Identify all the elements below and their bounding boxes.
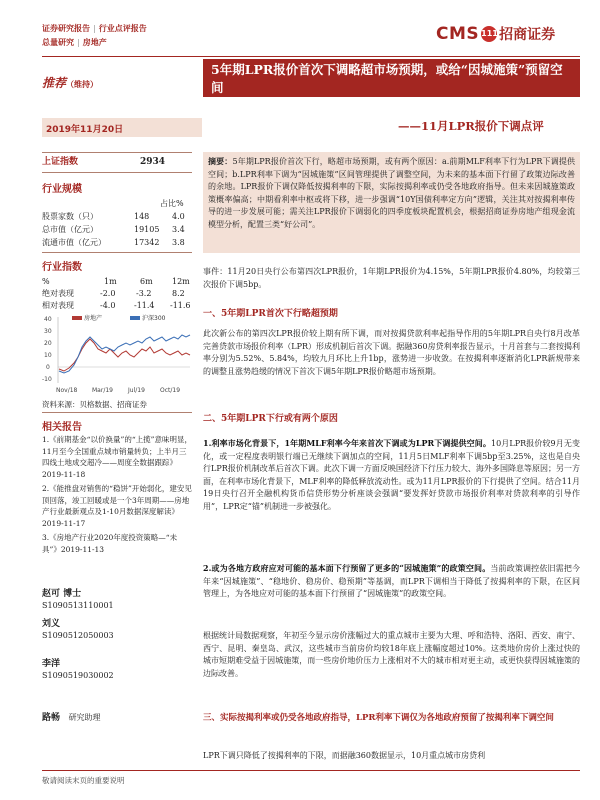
- analyst-1: [42, 588, 114, 612]
- related-title: 相关报告: [42, 422, 82, 433]
- abstract-text: 5年期LPR报价首次下行，略超市场预期，或有两个原因：a.前期MLF利率下行为LPR下调提供空间；b.LPR利率下调为“因城施策”区间管理提供了调整空间，为未来的基本面下行留了政策边际改善的余地。LPR报价下调仅降低按揭利率的下限，实际按揭利率或仍受各地政府指导。但未来因城施策政策概率偏高；中期看利率中枢或将下移，进一步强调“10Y国债利率定方向”逻辑，关注其对按揭利率传导的进一步发展可能；需关注LPR报价下调弱化的四季度板块配置机会，根据招商证券房地产组现金流模型分析，配置三类“好公司”。: [208, 157, 575, 229]
- scale-pct: 3.8: [172, 238, 185, 247]
- section-2-part-1: [203, 437, 580, 513]
- cms-logo: [436, 24, 555, 44]
- sidebar-divider: [42, 412, 192, 413]
- analyst-name: 赵可 博士: [42, 589, 82, 599]
- analyst-4: [42, 712, 101, 724]
- footer-note: 敬请阅读末页的重要说明: [42, 776, 125, 785]
- perf-value: 8.2: [172, 289, 185, 298]
- perf-col: 1m: [104, 277, 117, 286]
- abstract-box: [203, 152, 580, 253]
- y-tick: 10: [44, 352, 52, 359]
- logo-latin: CMS: [436, 24, 480, 44]
- footer-divider: [42, 770, 580, 771]
- research-type: 总量研究: [42, 38, 74, 47]
- perf-label: 相对表现: [42, 301, 74, 310]
- analyst-id: S1090512050003: [42, 631, 114, 640]
- y-tick: 20: [44, 340, 52, 347]
- performance-title: 行业指数: [42, 262, 82, 273]
- industry-name: 房地产: [82, 38, 107, 47]
- report-date: 2019年11月20日: [42, 118, 202, 137]
- scale-value: 17342: [134, 238, 160, 247]
- industry-index-chart: [42, 313, 192, 395]
- perf-label: 绝对表现: [42, 289, 74, 298]
- event-paragraph: 事件：11月20日央行公布第四次LPR报价，1年期LPR报价为4.15%，5年期LPR报价4.80%，均较第三次报价下调5bp。: [203, 267, 580, 289]
- analyst-name: 路畅: [42, 713, 61, 723]
- abstract-label: 摘要：: [208, 156, 233, 166]
- sidebar-divider: [42, 252, 192, 253]
- legend-csi300: 沪深300: [142, 315, 166, 322]
- section-2-p1-title: 1.利率市场化背景下，1年期MLF利率今年来首次下调或为LPR下调提供空间。: [203, 438, 491, 448]
- series-csi300: [59, 335, 190, 373]
- scale-label: 流通市值（亿元）: [42, 238, 106, 247]
- perf-value: -2.0: [100, 289, 116, 298]
- perf-value: -11.6: [170, 301, 191, 310]
- perf-value: -11.4: [134, 301, 155, 310]
- report-subtitle: ——11月LPR报价下调点评: [398, 119, 544, 133]
- sidebar-divider: [42, 152, 192, 153]
- scale-pct: 3.4: [172, 225, 185, 234]
- x-tick: Jul/19: [128, 387, 145, 394]
- perf-col: 6m: [140, 277, 153, 286]
- scale-value: 19105: [134, 225, 160, 234]
- section-2-part-2: [203, 562, 580, 601]
- perf-col: %: [42, 277, 50, 286]
- perf-value: -4.0: [100, 301, 116, 310]
- header-divider: [42, 56, 580, 57]
- header-left: 证券研究报告 | 行业点评报告 总量研究 | 房地产: [42, 24, 147, 47]
- related-item[interactable]: 2.《能推盘对销售的“稳饼”开始弱化，建安见顶回落，竣工回暖或是一个3年周期——房地产行业最新观点及1-10月数据深度解读》2019-11-17: [42, 484, 192, 528]
- y-tick: -10: [42, 376, 52, 383]
- section-2-part-3: 根据统计局数据观察，年初至今显示房价涨幅过大的重点城市主要为大理、呼和浩特、洛阳、西安、南宁、西宁、昆明、秦皇岛、武汉，这些城市当前房价均较18年底上涨幅度超过10%。这类地价房价上涨过快的城市短期难受益于因城施策，而一些房价地价压力上涨相对不大的城市相对更主动，或更快获得因城施策的边际改善。: [203, 631, 580, 678]
- section-1-text: 此次新公布的第四次LPR报价较上期有所下调，而对按揭贷款利率起指导作用的5年期LPR自央行8月改革完善贷款市场报价利率（LPR）形成机制后首次下调。据融360房贷利率报告显示，十月首套与二套按揭利率分别为5.52%、5.84%，均较九月环比上升1bp，涨势进一步收敛。在按揭利率逐渐消化LPR新规带来的调整且涨势趋缓的情况下首次下调5年期LPR报价略超市场预期。: [203, 329, 580, 376]
- related-item[interactable]: 1.《前期基金“以价换量”的“上揽”意味明显，11月至今全国重点城市销量转负；上半月三四线土地成交超冷——周度全数据跟踪》2019-11-18: [42, 435, 192, 479]
- scale-value: 148: [134, 212, 150, 221]
- industry-scale-title: 行业规模: [42, 184, 82, 195]
- related-item[interactable]: 3.《房地产行业2020年度投资策略—“未具”》2019-11-13: [42, 533, 178, 554]
- analyst-name: 李洋: [42, 659, 61, 669]
- section-2-p2-text: 当前政策调控依旧需把今年来“因城施策”、“稳地价、稳房价、稳预期”等基调，而LPR下调相当于降低了按揭利率的下限，在区间管理上，为各地应对可能的基本面下行预留了“因城施策”的政策空间。: [203, 564, 580, 598]
- rating: [42, 74, 98, 91]
- section-2-p2-title: 2.或为各地方政府应对可能的基本面下行预留了更多的“因城施策”的政策空间。: [203, 563, 491, 573]
- section-1-title: 一、5年期LPR首次下行略超预期: [203, 309, 338, 319]
- scale-label: 股票家数（只）: [42, 212, 98, 221]
- analyst-role: 研究助理: [68, 713, 101, 722]
- y-tick: 40: [44, 316, 52, 323]
- rating-sub: （维持）: [66, 79, 99, 89]
- analyst-3: [42, 658, 114, 682]
- chart-source: 资料来源：贝格数据、招商证券: [42, 400, 147, 409]
- section-3-text: LPR下调只降低了按揭利率的下限，而据融360数据显示，10月重点城市房贷利: [203, 751, 486, 760]
- report-category: 行业点评报告: [98, 24, 147, 33]
- analyst-id: S1090513110001: [42, 601, 114, 610]
- analyst-name: 刘义: [42, 619, 61, 629]
- perf-col: 12m: [172, 277, 190, 286]
- scale-pct: 4.0: [172, 212, 185, 221]
- section-2-p1-text: 10月LPR报价较9月无变化，或一定程度表明银行端已无继续下调加点的空间，11月5日MLF利率下调5bp至3.25%，这也是自央行LPR报价机制改革后首次下调。此次下调一方面反映国经济下行压力较大、海外多国降息等原因；另一方面，在利率市场化背景下，MLF利率的降低释放流动性。或为11月LPR报价的下行提供了空间。结合11月19日央行召开全融机构货币信贷形势分析座谈会强调“要发挥好贷款市场报价利率对贷款利率的引导作用”，LPR定“锚”机制进一步被强化。: [203, 439, 580, 511]
- x-tick: Nov/18: [56, 387, 78, 394]
- scale-label: 总市值（亿元）: [42, 225, 98, 234]
- section-3-title: 三、实际按揭利率或仍受各地政府指导，LPR利率下调仅为各地政府预留了按揭利率下调空间: [203, 713, 554, 723]
- scale-col-header: 占比%: [160, 199, 184, 208]
- index-value: 2934: [140, 157, 166, 167]
- x-tick: Mar/19: [92, 387, 113, 394]
- logo-circle-icon: 111: [481, 26, 497, 42]
- index-label: 上证指数: [42, 157, 79, 167]
- report-type: 证券研究报告: [42, 24, 90, 33]
- legend-realestate: 房地产: [84, 315, 103, 322]
- analyst-2: [42, 618, 114, 642]
- analyst-id: S1090519030002: [42, 671, 114, 680]
- legend-swatch-realestate: [72, 316, 82, 320]
- legend-swatch-csi300: [130, 316, 140, 320]
- related-list: [42, 434, 192, 555]
- sidebar-divider: [42, 172, 192, 173]
- y-tick: 30: [44, 328, 52, 335]
- y-tick: 0: [46, 364, 50, 371]
- x-tick: Oct/19: [160, 387, 181, 394]
- report-title: 5年期LPR报价首次下调略超市场预期，或给“因城施策”预留空间: [203, 59, 580, 97]
- section-2-title: 二、5年期LPR下行或有两个原因: [203, 414, 338, 424]
- rating-main: 推荐: [42, 76, 67, 90]
- logo-cn: 招商证券: [499, 27, 556, 43]
- perf-value: -3.2: [136, 289, 152, 298]
